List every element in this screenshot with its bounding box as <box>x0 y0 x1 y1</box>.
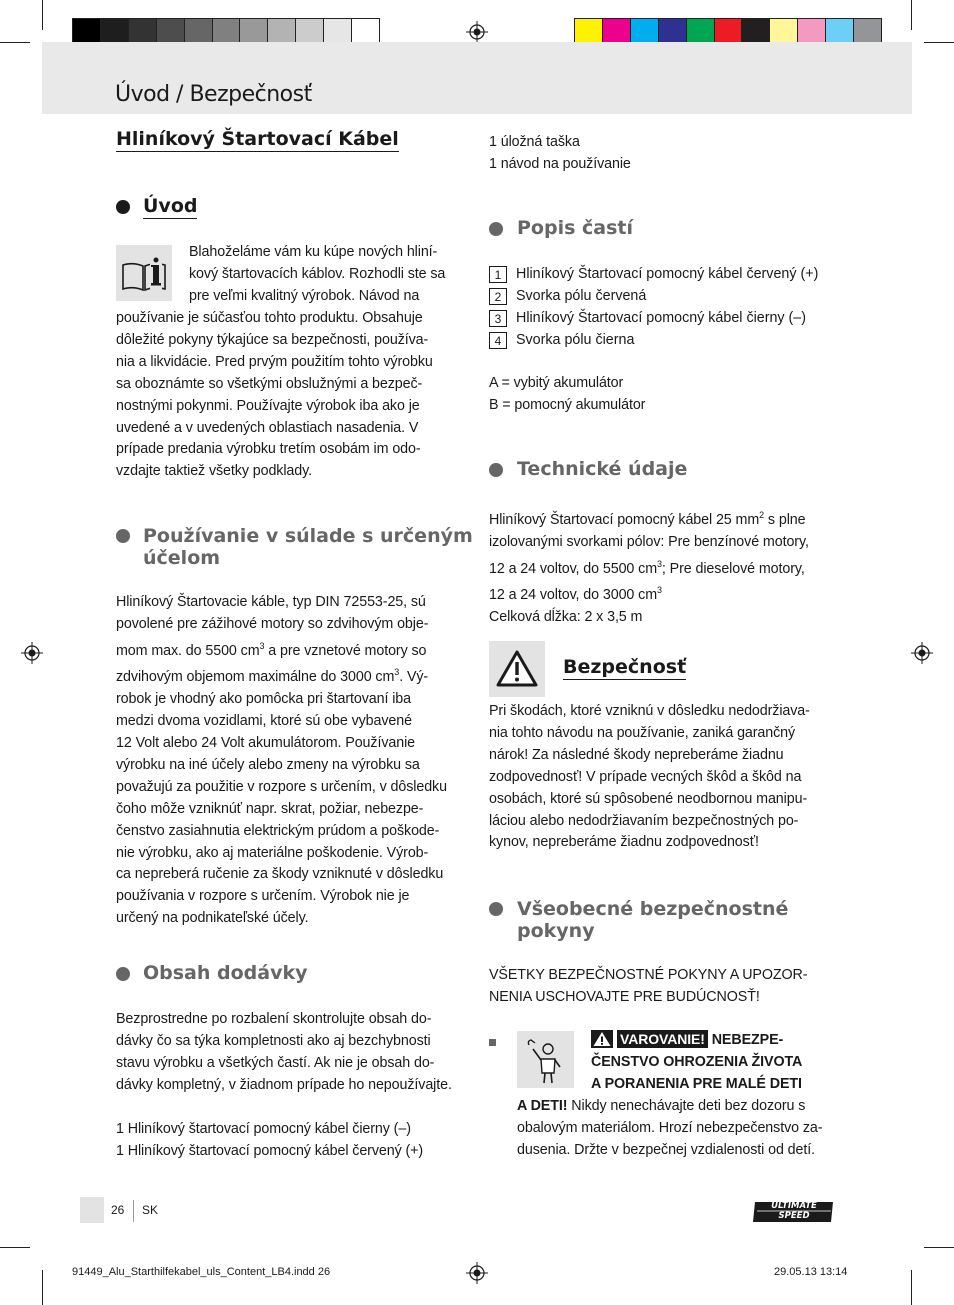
bullet-dot <box>116 967 130 981</box>
safety-paragraph <box>489 701 810 854</box>
heading-line: pokyny <box>517 920 595 942</box>
warning-label: VAROVANIE! <box>617 1030 708 1048</box>
legend-line: A = vybitý akumulátor <box>489 375 624 391</box>
list-item: 1 úložná taška <box>489 134 580 150</box>
text-line: medzi dvoma vozidlami, ktoré sú obe vybavené <box>116 713 412 730</box>
text-part: s plne <box>764 511 806 528</box>
registration-mark-icon <box>466 1262 488 1284</box>
bullet-dot <box>489 902 503 916</box>
part-label: Hliníkový Štartovací pomocný kábel čierny (–) <box>516 310 807 326</box>
text-line: používania v rozpore s určením. Výrobok nie je <box>116 888 410 905</box>
registration-mark-icon <box>466 21 488 43</box>
text-line <box>489 580 809 607</box>
parts-legend <box>489 373 645 417</box>
text-line: nostnými pokynmi. Používajte výrobok iba ako je <box>116 397 420 414</box>
part-label: Hliníkový Štartovací pomocný kábel červený (+) <box>516 266 819 282</box>
text-line: obalovým materiálom. Hrozí nebezpečenstvo za- <box>517 1119 823 1136</box>
registration-mark-icon <box>911 642 933 664</box>
part-number: 4 <box>489 332 507 349</box>
text-line: izolovanými svorkami pólov: Pre benzínové motory, <box>489 533 809 550</box>
parts-heading: Popis častí <box>517 217 634 239</box>
text-line: Blahoželáme vám ku kúpe nových hliní- <box>189 244 438 260</box>
text-line: považujú za použitie v rozpore s určením, v dôsledku <box>116 778 447 795</box>
page-number: 26 <box>111 1203 125 1217</box>
text-line: nia a likvidácie. Pred prvým použitím tohto výrobku <box>116 353 433 370</box>
general-safety-heading <box>517 898 788 942</box>
text-line: zodpovednosť! V prípade vecných škôd a škôd na <box>489 768 802 785</box>
text-line: ca nepreberá ručenie za škody vzniknuté v dôsledku <box>116 866 444 883</box>
text-line: dávky čo sa týka kompletnosti ako aj bezchybnosti <box>116 1032 431 1049</box>
uvod-paragraph <box>116 308 433 483</box>
part-number: 3 <box>489 310 507 327</box>
warning-triangle-icon <box>489 641 545 697</box>
superscript: 2 <box>759 510 765 520</box>
registration-mark-icon <box>21 642 43 664</box>
superscript: 3 <box>259 640 265 651</box>
text-line: dávky kompletný, v žiadnom prípade ho nepoužívajte. <box>116 1076 452 1093</box>
square-bullet <box>489 1039 496 1046</box>
text-line: dôležité pokyny týkajúce sa bezpečnosti, používa- <box>116 331 429 348</box>
text-line: čoho môže vzniknúť napr. skrat, požiar, nebezpe- <box>116 800 424 817</box>
text-part: NEBEZPE- <box>707 1032 784 1048</box>
text-line: dusenia. Držte v bezpečnej vzdialenosti od detí. <box>517 1141 815 1158</box>
usage-paragraph <box>116 592 447 930</box>
date-slug: 29.05.13 13:14 <box>774 1266 848 1278</box>
parts-list-item <box>489 330 634 350</box>
text-line: povolené pre zážihové motory so zdvihovým obje- <box>116 615 429 632</box>
crop-mark <box>0 1247 30 1248</box>
crop-mark <box>42 1270 43 1305</box>
part-label: Svorka pólu červená <box>516 288 647 304</box>
text-line: Celková dĺžka: 2 x 3,5 m <box>489 608 643 625</box>
text-line: ČENSTVO OHROZENIA ŽIVOTA <box>591 1053 803 1070</box>
bullet-dot <box>116 529 130 543</box>
safety-heading <box>563 656 686 678</box>
bullet-dot <box>489 222 503 236</box>
text-part: mom max. do 5500 cm <box>116 642 260 659</box>
list-item: 1 Hliníkový štartovací pomocný kábel červený (+) <box>116 1142 424 1159</box>
text-part: 12 a 24 voltov, do 3000 cm <box>489 587 658 604</box>
bullet-dot <box>489 463 503 477</box>
safety-heading-text: Bezpečnosť <box>563 656 687 678</box>
text-line: kový štartovacích káblov. Rozhodli ste sa <box>189 265 446 282</box>
text-line: 12 Volt alebo 24 Volt akumulátorom. Používanie <box>116 734 416 751</box>
text-line: Hliníkový Štartovacie káble, typ DIN 72553-25, sú <box>116 594 426 610</box>
list-item: 1 Hliníkový štartovací pomocný kábel čierny (–) <box>116 1121 411 1137</box>
text-line: Bezprostredne po rozbalení skontrolujte obsah do- <box>116 1011 432 1027</box>
text-line: určený na podnikateľské účely. <box>116 910 309 927</box>
heading-line: účelom <box>143 547 221 569</box>
text-line: vzdajte taktiež všetky podklady. <box>116 463 312 480</box>
text-part: Hliníkový Štartovací pomocný kábel 25 mm <box>489 511 760 528</box>
text-line: NENIA USCHOVAJTE PRE BUDÚCNOSŤ! <box>489 988 760 1005</box>
crop-mark <box>924 1247 954 1248</box>
parts-list-item <box>489 286 646 306</box>
brand-logo <box>753 1198 837 1226</box>
text-part: zdvihovým objemom maximálne do 3000 cm <box>116 669 395 686</box>
text-line: A PORANENIA PRE MALÉ DETI <box>591 1075 802 1092</box>
text-part: 12 a 24 voltov, do 5500 cm <box>489 560 658 577</box>
text-line: Pri škodách, ktoré vzniknú v dôsledku nedodržiava- <box>489 703 810 719</box>
text-part: Nikdy nenechávajte deti bez dozoru s <box>567 1098 806 1114</box>
text-line: stavu výrobku a všetkých častí. Ak nie je obsah do- <box>116 1054 435 1071</box>
delivery-heading: Obsah dodávky <box>143 962 308 984</box>
delivery-items-continued <box>489 132 631 176</box>
part-number: 2 <box>489 288 507 305</box>
superscript: 3 <box>657 585 662 596</box>
crop-mark <box>924 42 954 43</box>
uvod-heading <box>143 195 197 217</box>
heading-line: Všeobecné bezpečnostné <box>517 898 789 920</box>
text-line <box>116 662 447 689</box>
text-line: VŠETKY BEZPEČNOSTNÉ POKYNY A UPOZOR- <box>489 967 808 983</box>
bullet-dot <box>116 200 130 214</box>
text-part: . Vý- <box>399 669 429 686</box>
info-book-icon <box>116 245 172 301</box>
superscript: 3 <box>657 558 662 569</box>
logo-text: ULTIMATE SPEED <box>771 1201 817 1221</box>
crop-mark <box>911 1270 912 1305</box>
main-title <box>116 128 399 150</box>
usage-heading <box>143 525 473 569</box>
footer-divider <box>133 1200 134 1222</box>
part-label: Svorka pólu čierna <box>516 332 635 348</box>
child-warning-icon <box>517 1031 574 1088</box>
crop-mark <box>911 0 912 30</box>
superscript: 3 <box>394 667 400 678</box>
legend-line: B = pomocný akumulátor <box>489 396 646 413</box>
list-item: 1 návod na používanie <box>489 155 631 172</box>
part-number: 1 <box>489 266 507 283</box>
text-line: robok je vhodný ako pomôcka pri štartovaní iba <box>116 691 412 708</box>
text-line: osobách, ktoré sú spôsobené neodbornou manipu- <box>489 790 808 807</box>
heading-line: Používanie v súlade s určeným <box>143 525 473 547</box>
text-part: a pre vznetové motory so <box>264 642 427 659</box>
parts-list-item <box>489 264 818 284</box>
text-line: láciou alebo nedodržiavaním bezpečnostných po- <box>489 812 799 829</box>
general-safety-caps <box>489 965 807 1009</box>
uvod-intro-paragraph <box>189 242 445 308</box>
text-line: nia tohto návodu na používanie, zaniká garančný <box>489 724 796 741</box>
text-line: čenstvo zasiahnutia elektrickým prúdom a poškode- <box>116 822 440 839</box>
text-line <box>489 505 809 532</box>
uvod-heading-text: Úvod <box>143 195 198 217</box>
text-line: nie výrobku, ako aj materiálne poškodenie. Výrob- <box>116 844 429 861</box>
child-warning-block <box>591 1030 802 1096</box>
text-line: kynov, nepreberáme žiadnu zodpovednosť! <box>489 834 759 851</box>
tech-heading: Technické údaje <box>517 458 688 480</box>
crop-mark <box>42 0 43 30</box>
text-part: ; Pre dieselové motory, <box>661 560 805 577</box>
text-line: prípade predania výrobku tretím osobám im odo- <box>116 441 421 458</box>
text-line: nárok! Za následné škody nepreberáme žiadnu <box>489 746 784 763</box>
text-line <box>489 554 809 581</box>
text-line <box>517 1096 822 1118</box>
text-line: používanie je súčasťou tohto produktu. Obsahuje <box>116 310 423 326</box>
crop-mark <box>0 42 30 43</box>
text-line: pre veľmi kvalitný výrobok. Návod na <box>189 287 420 304</box>
text-line <box>591 1030 802 1052</box>
tech-paragraph <box>489 505 809 629</box>
warning-triangle-icon <box>591 1030 613 1048</box>
footer-tab <box>80 1197 104 1223</box>
delivery-paragraph <box>116 1009 452 1097</box>
language-code: SK <box>142 1203 159 1217</box>
parts-list-item <box>489 308 806 328</box>
child-warning-text <box>517 1096 822 1162</box>
text-line: výrobku na iné účely alebo zmeny na výrobku sa <box>116 756 420 773</box>
file-slug: 91449_Alu_Starthilfekabel_uls_Content_LB4.indd 26 <box>72 1266 331 1278</box>
text-line <box>116 636 447 663</box>
page-title: Úvod / Bezpečnosť <box>115 82 312 107</box>
text-line: sa oboznámte so všetkými obslužnými a bezpeč- <box>116 375 423 392</box>
main-title-text: Hliníkový Štartovací Kábel <box>116 128 399 150</box>
text-line: uvedené a v uvedených oblastiach nasadenia. V <box>116 419 419 436</box>
delivery-items <box>116 1119 423 1163</box>
text-part: A DETI! <box>517 1098 568 1114</box>
